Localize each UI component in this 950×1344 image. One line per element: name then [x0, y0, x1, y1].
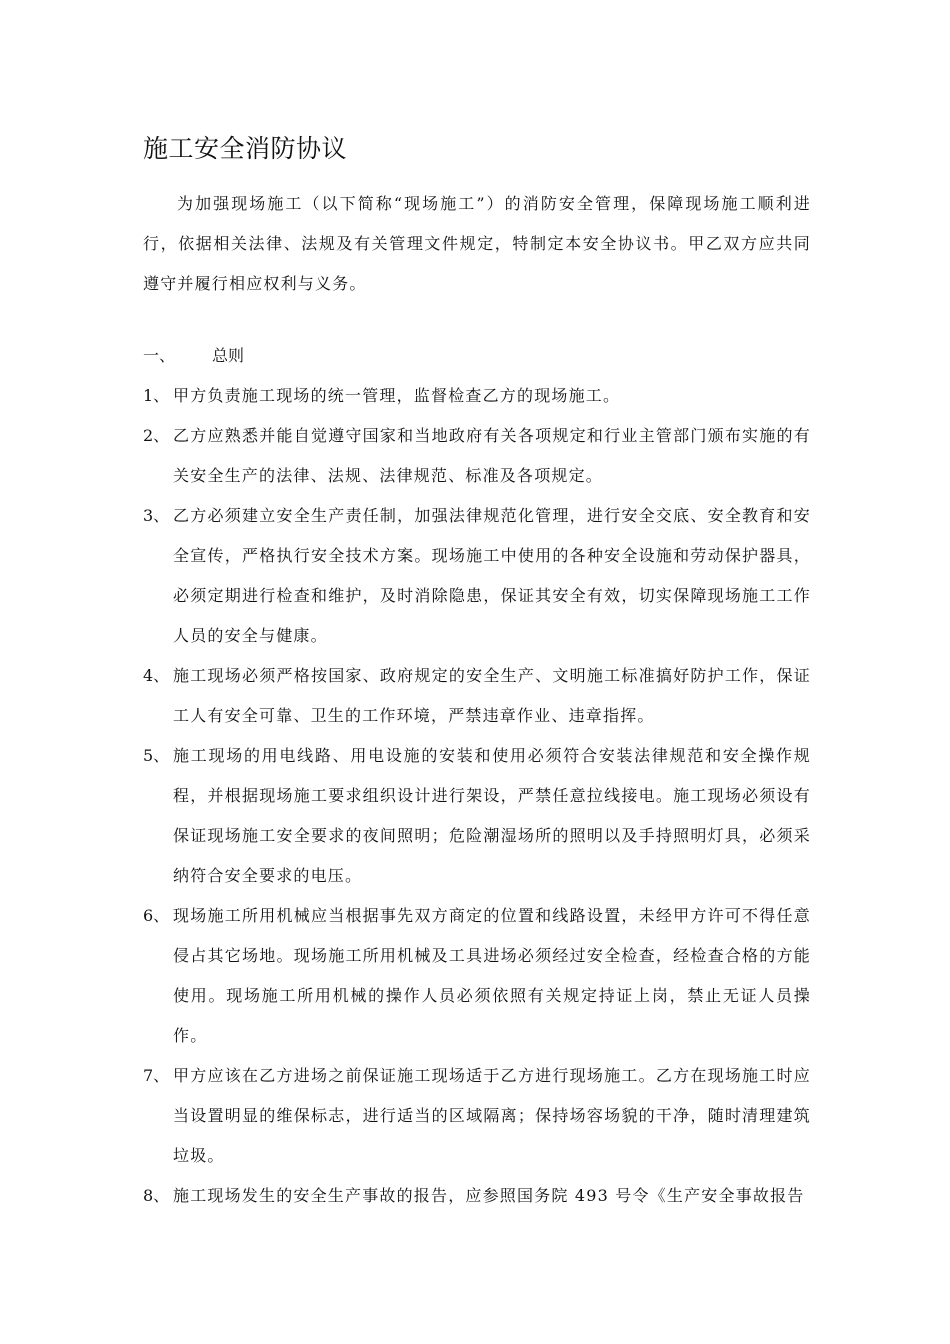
clause-number: 4、 — [143, 666, 170, 685]
clause-item — [143, 1176, 811, 1216]
section-title: 总则 — [212, 346, 245, 365]
section-heading — [143, 336, 244, 376]
clause-item — [143, 736, 811, 896]
intro-paragraph: 为加强现场施工（以下简称“现场施工”）的消防安全管理，保障现场施工顺利进行，依据相关法律、法规及有关管理文件规定，特制定本安全协议书。甲乙双方应共同遵守并履行相应权利与义务。 — [143, 194, 811, 293]
clause-item — [143, 896, 811, 1056]
clause-number: 5、 — [143, 746, 170, 765]
clause-number: 1、 — [143, 386, 170, 405]
section-number: 一、 — [143, 346, 176, 365]
clause-text: 乙方应熟悉并能自觉遵守国家和当地政府有关各项规定和行业主管部门颁布实施的有关安全生产的法律、法规、法律规范、标准及各项规定。 — [173, 426, 811, 485]
clause-number: 8、 — [143, 1186, 170, 1205]
clause-item — [143, 1056, 811, 1176]
clause-text: 现场施工所用机械应当根据事先双方商定的位置和线路设置，未经甲方许可不得任意侵占其它场地。现场施工所用机械及工具进场必须经过安全检查，经检查合格的方能使用。现场施工所用机械的操作人员必须依照有关规定持证上岗，禁止无证人员操作。 — [173, 906, 811, 1045]
clause-item — [143, 416, 811, 496]
clause-list — [143, 376, 811, 1216]
document-title: 施工安全消防协议 — [143, 134, 348, 163]
clause-number: 3、 — [143, 506, 170, 525]
clause-text: 施工现场必须严格按国家、政府规定的安全生产、文明施工标准搞好防护工作，保证工人有安全可靠、卫生的工作环境，严禁违章作业、违章指挥。 — [173, 666, 811, 725]
clause-text: 乙方必须建立安全生产责任制，加强法律规范化管理，进行安全交底、安全教育和安全宣传，严格执行安全技术方案。现场施工中使用的各种安全设施和劳动保护器具，必须定期进行检查和维护，及时消除隐患，保证其安全有效，切实保障现场施工工作人员的安全与健康。 — [173, 506, 811, 645]
clause-text: 甲方负责施工现场的统一管理，监督检查乙方的现场施工。 — [173, 386, 621, 405]
clause-number: 2、 — [143, 426, 170, 445]
clause-text: 施工现场的用电线路、用电设施的安装和使用必须符合安装法律规范和安全操作规程，并根据现场施工要求组织设计进行架设，严禁任意拉线接电。施工现场必须设有保证现场施工安全要求的夜间照明；危险潮湿场所的照明以及手持照明灯具，必须采纳符合安全要求的电压。 — [173, 746, 811, 885]
clause-text: 甲方应该在乙方进场之前保证施工现场适于乙方进行现场施工。乙方在现场施工时应当设置明显的维保标志，进行适当的区域隔离；保持场容场貌的干净，随时清理建筑垃圾。 — [173, 1066, 811, 1165]
clause-number: 7、 — [143, 1066, 170, 1085]
clause-text: 施工现场发生的安全生产事故的报告，应参照国务院 493 号令《生产安全事故报告 — [173, 1186, 805, 1205]
clause-item — [143, 376, 811, 416]
clause-item — [143, 496, 811, 656]
clause-item — [143, 656, 811, 736]
clause-number: 6、 — [143, 906, 170, 925]
